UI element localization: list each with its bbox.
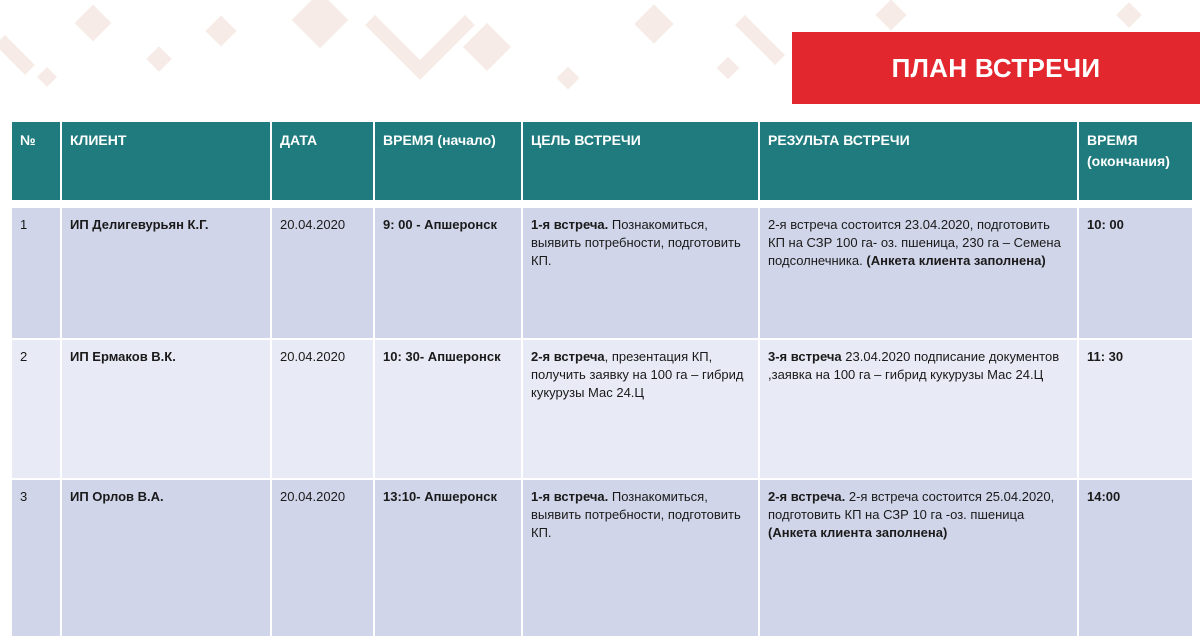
table-row: [11, 479, 1193, 637]
goal-text: , презентация КП, получить заявку на 100 га – гибрид кукурузы Мас 24.Ц: [531, 349, 744, 400]
cell-time-end: 11: 30: [1078, 339, 1193, 479]
goal-label: 1-я встреча.: [531, 217, 609, 232]
cell-goal: [522, 479, 759, 637]
result-note: (Анкета клиента заполнена): [866, 253, 1046, 268]
cell-date: 20.04.2020: [271, 479, 374, 637]
cell-result: [759, 479, 1078, 637]
goal-text: Познакомиться, выявить потребности, подготовить КП.: [531, 489, 741, 540]
meeting-plan-table: [10, 120, 1194, 638]
cell-num: 2: [11, 339, 61, 479]
cell-time-start: 9: 00 - Апшеронск: [374, 207, 522, 339]
cell-time-start: 10: 30- Апшеронск: [374, 339, 522, 479]
result-text: 23.04.2020 подписание документов ,заявка на 100 га – гибрид кукурузы Мас 24.Ц: [768, 349, 1060, 382]
cell-time-end: 10: 00: [1078, 207, 1193, 339]
result-text: 2-я встреча состоится 23.04.2020, подготовить КП на СЗР 100 га- оз. пшеница, 230 га – Семена подсолнечника.: [768, 217, 1061, 268]
header-num: №: [11, 121, 61, 201]
header-time-start: ВРЕМЯ (начало): [374, 121, 522, 201]
cell-client: ИП Делигевурьян К.Г.: [61, 207, 271, 339]
result-label: 3-я встреча: [768, 349, 842, 364]
header-time-end-line1: ВРЕМЯ: [1087, 132, 1138, 148]
goal-label: 2-я встреча: [531, 349, 605, 364]
header-time-end-line2: (окончания): [1087, 153, 1170, 169]
result-text: 2-я встреча состоится 25.04.2020, подготовить КП на СЗР 10 га -оз. пшеница: [768, 489, 1055, 522]
cell-num: 3: [11, 479, 61, 637]
result-note: (Анкета клиента заполнена): [768, 525, 948, 540]
table-header-row: [11, 121, 1193, 201]
result-label: 2-я встреча.: [768, 489, 846, 504]
cell-result: [759, 339, 1078, 479]
header-goal: ЦЕЛЬ ВСТРЕЧИ: [522, 121, 759, 201]
header-time-end: [1078, 121, 1193, 201]
header-result: РЕЗУЛЬТА ВСТРЕЧИ: [759, 121, 1078, 201]
cell-time-start: 13:10- Апшеронск: [374, 479, 522, 637]
cell-goal: [522, 207, 759, 339]
header-date: ДАТА: [271, 121, 374, 201]
table-row: [11, 207, 1193, 339]
goal-text: Познакомиться, выявить потребности, подготовить КП.: [531, 217, 741, 268]
cell-result: [759, 207, 1078, 339]
table-row: [11, 339, 1193, 479]
goal-label: 1-я встреча.: [531, 489, 609, 504]
cell-num: 1: [11, 207, 61, 339]
header-client: КЛИЕНТ: [61, 121, 271, 201]
cell-goal: [522, 339, 759, 479]
cell-date: 20.04.2020: [271, 339, 374, 479]
page-title: ПЛАН ВСТРЕЧИ: [792, 32, 1200, 104]
cell-time-end: 14:00: [1078, 479, 1193, 637]
cell-client: ИП Орлов В.А.: [61, 479, 271, 637]
cell-date: 20.04.2020: [271, 207, 374, 339]
cell-client: ИП Ермаков В.К.: [61, 339, 271, 479]
